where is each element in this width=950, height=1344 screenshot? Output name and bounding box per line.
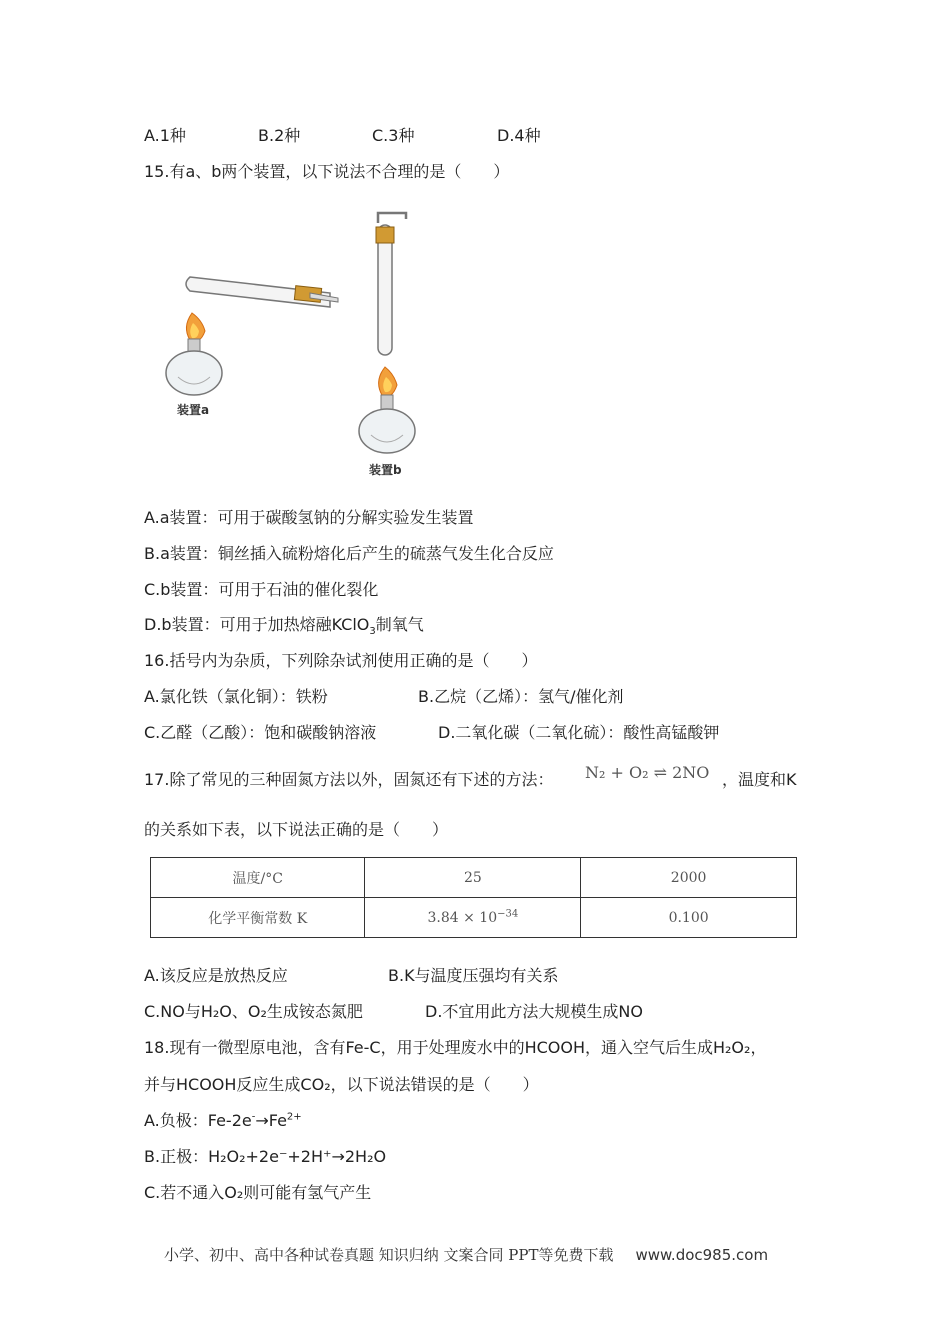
page-footer (164, 1244, 768, 1265)
table-cell-header: 化学平衡常数 K (151, 898, 365, 938)
q14-option-a: A.1种 (144, 126, 186, 145)
q17-stem-part1: 17.除了常见的三种固氮方法以外，固氮还有下述的方法： (144, 770, 554, 789)
footer-text: 小学、初中、高中各种试卷真题 知识归纳 文案合同 PPT等免费下载 (164, 1246, 614, 1264)
q14-option-c: C.3种 (372, 126, 415, 145)
q16-option-a: A.氯化铁（氯化铜）：铁粉 (144, 687, 328, 706)
apparatus-figure (150, 205, 430, 485)
q15-stem: 15.有a、b两个装置，以下说法不合理的是（ ） (144, 162, 510, 181)
table-cell: 25 (365, 858, 581, 898)
q18-option-b: B.正极：H₂O₂+2e⁻+2H⁺→2H₂O (144, 1147, 387, 1166)
table-row (151, 898, 797, 938)
table-cell: $3.84 \times 10^{-34}$ (365, 898, 581, 938)
device-a-label: 装置a (177, 403, 210, 417)
q18-option-c: C.若不通入O₂则可能有氢气产生 (144, 1183, 372, 1202)
device-b-label: 装置b (369, 463, 402, 477)
q17-equation: N₂ + O₂ ⇌ 2NO (585, 763, 710, 782)
q17-option-b: B.K与温度压强均有关系 (388, 966, 559, 985)
q17-stem-part2: ，温度和K (722, 770, 797, 789)
table-cell: 2000 (581, 858, 797, 898)
q15-option-c: C.b装置：可用于石油的催化裂化 (144, 580, 379, 599)
q17-option-d: D.不宜用此方法大规模生成NO (425, 1002, 643, 1021)
footer-url[interactable]: www.doc985.com (635, 1246, 769, 1264)
q16-option-d: D.二氧化碳（二氧化硫）：酸性高锰酸钾 (438, 723, 720, 742)
device-a-burner (166, 313, 222, 395)
q15-option-a: A.a装置：可用于碳酸氢钠的分解实验发生装置 (144, 508, 474, 527)
q16-stem: 16.括号内为杂质，下列除杂试剂使用正确的是（ ） (144, 651, 538, 670)
q16-option-c: C.乙醛（乙酸）：饱和碳酸钠溶液 (144, 723, 377, 742)
q17-option-a: A.该反应是放热反应 (144, 966, 288, 985)
device-a-tube (186, 277, 338, 307)
q18-option-a: A.负极：$Fe-2e^-\to Fe^{2+}$ (144, 1111, 302, 1130)
q18-stem-line2: 并与HCOOH反应生成CO₂，以下说法错误的是（ ） (144, 1075, 539, 1094)
device-b-tube (376, 213, 406, 355)
q15-option-d: D.b装置：可用于加热熔融KClO$_3$制氧气 (144, 615, 424, 638)
q16-option-b: B.乙烷（乙烯）：氢气/催化剂 (418, 687, 624, 706)
table-cell-header: 温度/°C (151, 858, 365, 898)
q17-stem-line2: 的关系如下表，以下说法正确的是（ ） (144, 820, 449, 839)
device-b-burner (359, 367, 415, 453)
q14-option-b: B.2种 (258, 126, 301, 145)
equilibrium-table (150, 857, 797, 938)
table-cell: 0.100 (581, 898, 797, 938)
q18-stem-line1: 18.现有一微型原电池，含有Fe-C，用于处理废水中的HCOOH，通入空气后生成H₂O₂， (144, 1038, 767, 1057)
table-row (151, 858, 797, 898)
q17-option-c: C.NO与H₂O、O₂生成铵态氮肥 (144, 1002, 363, 1021)
q15-option-b: B.a装置：铜丝插入硫粉熔化后产生的硫蒸气发生化合反应 (144, 544, 554, 563)
q14-option-d: D.4种 (497, 126, 541, 145)
